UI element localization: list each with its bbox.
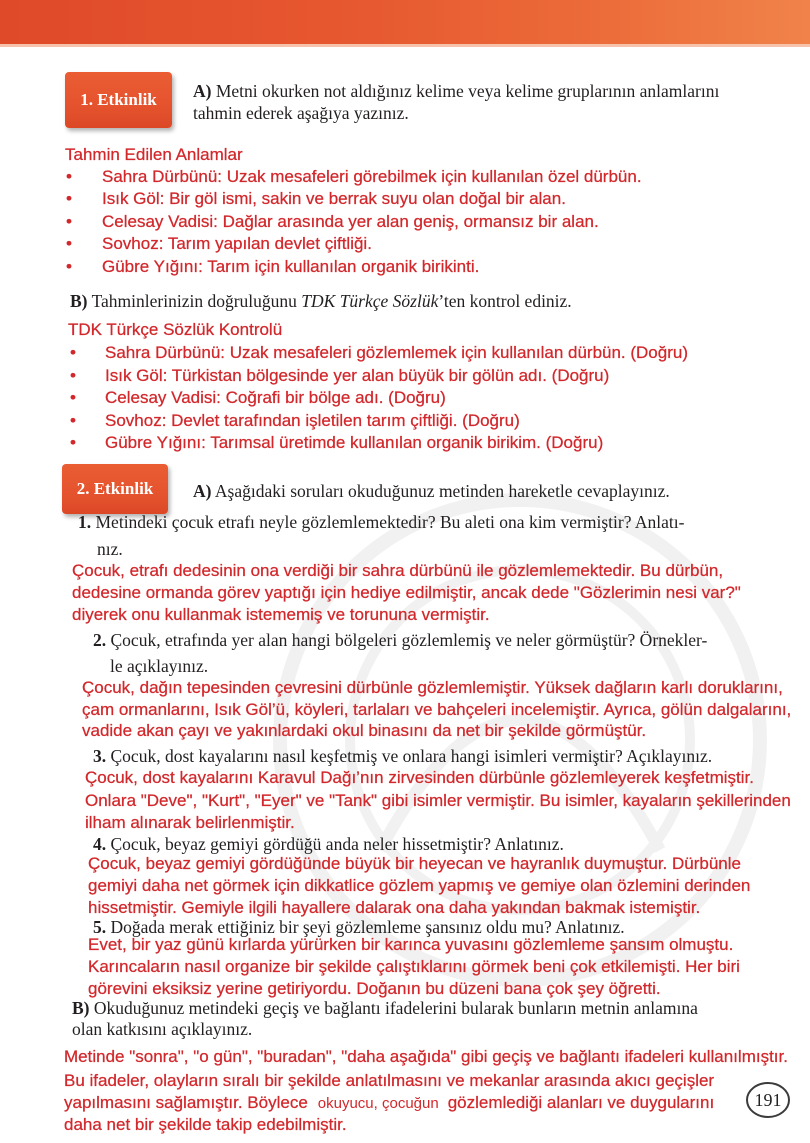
activity-1-part-b-instruction bbox=[70, 290, 572, 312]
activity-1-badge bbox=[65, 72, 172, 128]
question-2 bbox=[93, 629, 707, 651]
activity-2-badge-label: 2. Etkinlik bbox=[76, 479, 154, 498]
bullet-marker bbox=[66, 211, 102, 233]
question-number: 5. bbox=[93, 917, 107, 937]
list-item bbox=[70, 410, 520, 432]
instruction-text: Okuduğunuz metindeki geçiş ve bağlantı ifadelerini bularak bunların metnin anlamına bbox=[93, 998, 698, 1018]
answer-b-line: Metinde "sonra", "o gün", "buradan", "daha aşağıda" gibi geçiş ve bağlantı ifadeleri kullanılmıştır. bbox=[64, 1047, 788, 1066]
list-item bbox=[70, 387, 446, 409]
question-3 bbox=[93, 745, 712, 767]
answer-3-line: ilham alınarak belirlenmiştir. bbox=[85, 813, 295, 832]
guessed-meanings-heading: Tahmin Edilen Anlamlar bbox=[65, 145, 243, 164]
activity-2-part-b-instruction bbox=[72, 997, 698, 1019]
answer-4-line: Çocuk, beyaz gemiyi gördüğünde büyük bir heyecan ve hayranlık duymuştur. Dürbünle bbox=[88, 854, 741, 873]
bullet-marker bbox=[66, 166, 102, 188]
activity-2-part-a-instruction bbox=[193, 480, 670, 502]
answer-5-line: Karıncaların nasıl organize bir şekilde çalıştıklarını görmek beni çok etkilemişti. Her biri bbox=[88, 957, 740, 976]
list-item bbox=[66, 233, 372, 255]
question-number: 4. bbox=[93, 834, 107, 854]
list-item bbox=[66, 211, 599, 233]
list-item-text: Gübre Yığını: Tarım için kullanılan organik birikinti. bbox=[102, 257, 480, 276]
answer-2-line: vadide akan çayı ve yakınlardaki okul binasını da net bir şekilde görmüştür. bbox=[82, 721, 647, 740]
answer-4-line: hissetmiştir. Gemiyle ilgili hayallere dalarak ona daha yakından bakmak istemiştir. bbox=[88, 898, 701, 917]
answer-3-line: Onlara "Deve", "Kurt", "Eyer" ve "Tank" gibi isimler vermiştir. Bu isimler, kayaların şekillerinden bbox=[85, 791, 791, 810]
activity-2-badge bbox=[62, 464, 168, 514]
list-item bbox=[70, 342, 688, 364]
header-band bbox=[0, 0, 810, 44]
bullet-marker bbox=[66, 188, 102, 210]
question-number: 3. bbox=[93, 746, 107, 766]
question-text: le açıklayınız. bbox=[110, 656, 209, 676]
question-text: Çocuk, dost kayalarını nasıl keşfetmiş ve onlara hangi isimleri vermiştir? Açıklayınız. bbox=[110, 746, 713, 766]
instruction-text: Aşağıdaki soruları okuduğunuz metinden hareketle cevaplayınız. bbox=[214, 481, 670, 501]
list-item-text: Sahra Dürbünü: Uzak mesafeleri gözlemlemek için kullanılan dürbün. (Doğru) bbox=[105, 343, 688, 362]
bullet-marker bbox=[66, 233, 102, 255]
question-4 bbox=[93, 833, 564, 855]
bullet-marker bbox=[66, 256, 102, 278]
question-text: Çocuk, beyaz gemiyi gördüğü anda neler hissetmiştir? Anlatınız. bbox=[110, 834, 564, 854]
part-a-label: A) bbox=[193, 81, 212, 101]
question-text: Doğada merak ettiğiniz bir şeyi gözlemleme şansınız oldu mu? Anlatınız. bbox=[110, 917, 625, 937]
activity-1-part-a-instruction-cont bbox=[193, 102, 409, 124]
list-item bbox=[66, 188, 566, 210]
instruction-text: Metni okurken not aldığınız kelime veya kelime gruplarının anlamlarını bbox=[215, 81, 720, 101]
answer-1-line: Çocuk, etrafı dedesinin ona verdiği bir sahra dürbünü ile gözlemlemektedir. Bu dürbün, bbox=[72, 561, 724, 580]
answer-b-line bbox=[64, 1092, 714, 1114]
tdk-check-heading: TDK Türkçe Sözlük Kontrolü bbox=[68, 320, 283, 339]
answer-5-line: görevini eksiksiz yerine getiriyordu. Doğanın bu düzeni bana çok şey öğretti. bbox=[88, 979, 661, 998]
question-text: Çocuk, etrafında yer alan hangi bölgeleri gözlemlemiş ve neler görmüştür? Örnekler- bbox=[110, 630, 708, 650]
list-item bbox=[70, 432, 603, 454]
bullet-marker bbox=[70, 365, 105, 387]
question-number: 2. bbox=[93, 630, 107, 650]
answer-4-line: gemiyi daha net görmek için dikkatlice gözlem yapmış ve gemiye olan özlemini derinden bbox=[88, 876, 751, 895]
dictionary-title: TDK Türkçe Sözlük bbox=[301, 291, 439, 311]
question-number: 1. bbox=[78, 512, 92, 532]
page-number: 191 bbox=[754, 1090, 782, 1110]
instruction-text-end: ’ten kontrol ediniz. bbox=[438, 291, 572, 311]
answer-text: gözlemlediği alanları ve duygularını bbox=[447, 1093, 715, 1112]
answer-text: yapılmasını sağlamıştır. Böylece bbox=[64, 1093, 308, 1112]
answer-2-line: çam ormanlarını, Isık Göl’ü, köyleri, tarlaları ve bahçeleri incelemiştir. Ayrıca, gölün dalgalarını, bbox=[82, 700, 792, 719]
instruction-text: olan katkısını açıklayınız. bbox=[72, 1019, 253, 1039]
answer-5-line: Evet, bir yaz günü kırlarda yürürken bir karınca yuvasını gözlemleme şansım olmuştu. bbox=[88, 935, 734, 954]
answer-inserted-text: okuyucu, çocuğun bbox=[317, 1095, 439, 1112]
activity-2-part-b-instruction-cont bbox=[72, 1018, 252, 1040]
question-text: nız. bbox=[97, 539, 123, 559]
question-1 bbox=[78, 511, 684, 533]
bullet-marker bbox=[70, 410, 105, 432]
list-item-text: Sahra Dürbünü: Uzak mesafeleri görebilmek için kullanılan özel dürbün. bbox=[102, 167, 642, 186]
bullet-marker bbox=[70, 432, 105, 454]
question-2-cont bbox=[110, 655, 208, 677]
instruction-text: tahmin ederek aşağıya yazınız. bbox=[193, 103, 409, 123]
part-b-label: B) bbox=[70, 291, 88, 311]
answer-b-line: Bu ifadeler, olayların sıralı bir şekilde anlatılmasını ve mekanlar arasında akıcı geçişler bbox=[64, 1071, 715, 1090]
answer-3-line: Çocuk, dost kayalarını Karavul Dağı’nın zirvesinden dürbünle gözlemleyerek keşfetmiştir. bbox=[85, 768, 754, 787]
answer-1-line: diyerek onu kullanmak istememiş ve torununa vermiştir. bbox=[72, 605, 490, 624]
instruction-text: Tahminlerinizin doğruluğunu bbox=[91, 291, 297, 311]
list-item-text: Sovhoz: Devlet tarafından işletilen tarım çiftliği. (Doğru) bbox=[105, 411, 520, 430]
answer-2-line: Çocuk, dağın tepesinden çevresini dürbünle gözlemlemiştir. Yüksek dağların karlı doruklarını, bbox=[82, 678, 783, 697]
list-item-text: Isık Göl: Türkistan bölgesinde yer alan büyük bir gölün adı. (Doğru) bbox=[105, 366, 610, 385]
list-item bbox=[70, 365, 609, 387]
list-item-text: Isık Göl: Bir göl ismi, sakin ve berrak suyu olan doğal bir alan. bbox=[102, 189, 566, 208]
list-item-text: Celesay Vadisi: Coğrafi bir bölge adı. (Doğru) bbox=[105, 388, 446, 407]
activity-1-part-a-instruction bbox=[193, 80, 719, 102]
part-b-label: B) bbox=[72, 998, 90, 1018]
answer-b-line: daha net bir şekilde takip edebilmiştir. bbox=[64, 1115, 347, 1134]
header-divider bbox=[0, 44, 810, 47]
list-item bbox=[66, 256, 479, 278]
list-item-text: Sovhoz: Tarım yapılan devlet çiftliği. bbox=[102, 234, 372, 253]
question-1-cont bbox=[97, 538, 123, 560]
list-item-text: Celesay Vadisi: Dağlar arasında yer alan geniş, ormansız bir alan. bbox=[102, 212, 599, 231]
list-item bbox=[66, 166, 642, 188]
question-text: Metindeki çocuk etrafı neyle gözlemlemektedir? Bu aleti ona kim vermiştir? Anlatı- bbox=[95, 512, 685, 532]
list-item-text: Gübre Yığını: Tarımsal üretimde kullanılan organik birikim. (Doğru) bbox=[105, 433, 604, 452]
bullet-marker bbox=[70, 387, 105, 409]
part-a-label: A) bbox=[193, 481, 212, 501]
answer-1-line: dedesine ormanda görev yaptığı için hediye edilmiştir, ancak dede "Gözlerimin nesi var?" bbox=[72, 583, 741, 602]
bullet-marker bbox=[70, 342, 105, 364]
activity-1-badge-label: 1. Etkinlik bbox=[80, 90, 157, 109]
